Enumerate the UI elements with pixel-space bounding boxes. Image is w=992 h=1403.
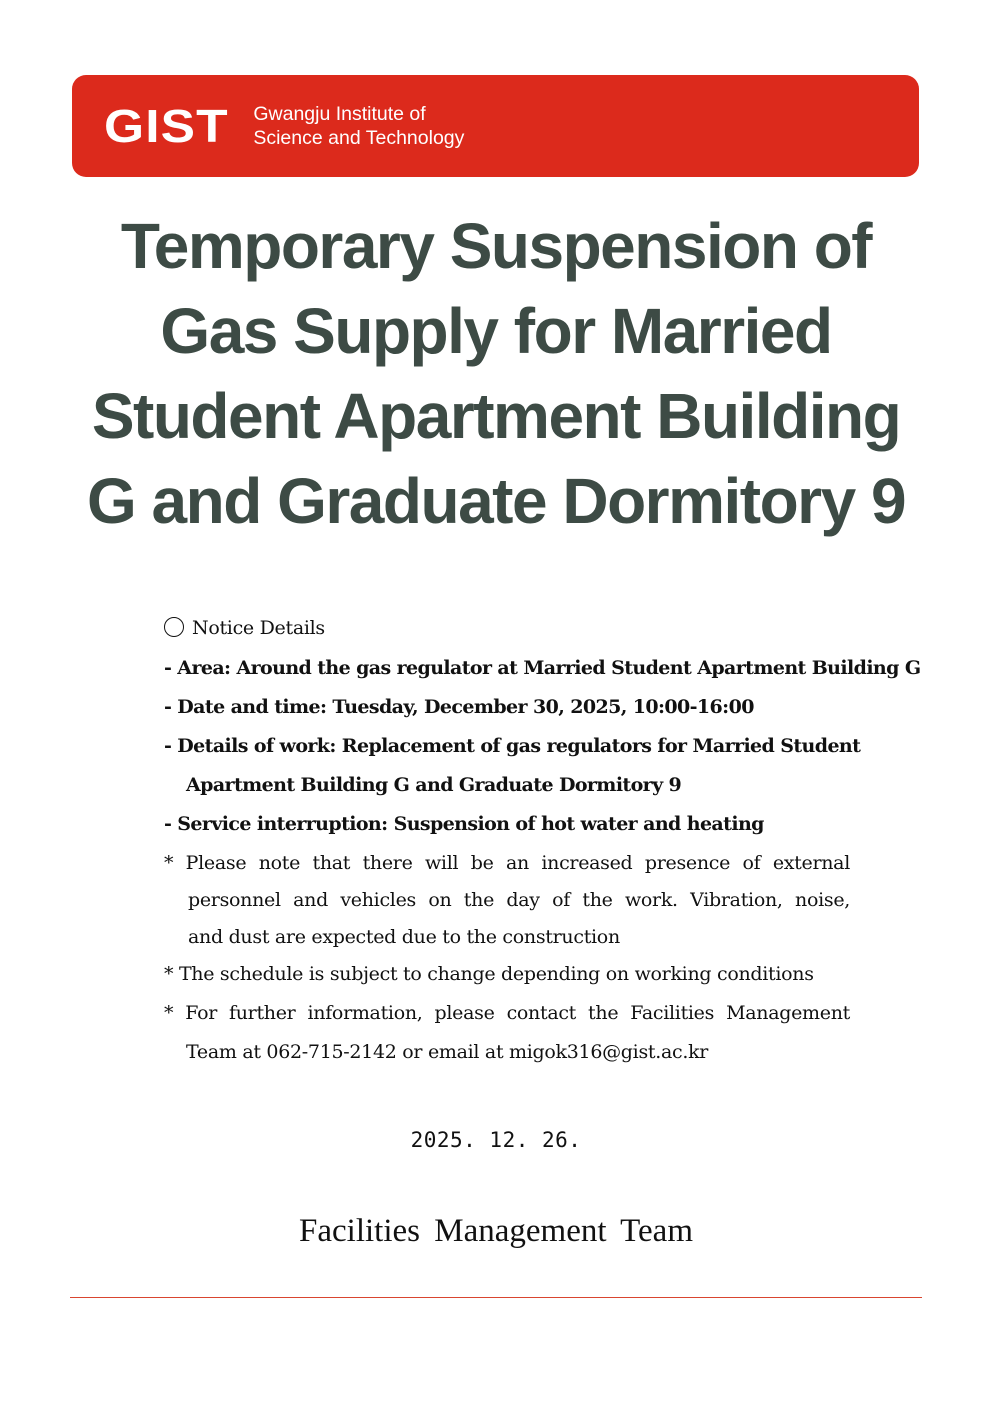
note-1-line-1: * Please note that there will be an increased presence of external <box>164 852 850 874</box>
notice-title <box>80 204 912 544</box>
detail-work-line-1: - Details of work: Replacement of gas regulators for Married Student <box>164 735 861 757</box>
logo-line-1: Gwangju Institute of <box>253 103 426 125</box>
signature-team: Facilities Management Team <box>299 1213 693 1249</box>
header-banner <box>72 75 919 177</box>
title-line-3: Student Apartment Building <box>91 380 901 452</box>
note-3-line-2: Team at 062-715-2142 or email at migok316@gist.ac.kr <box>186 1041 709 1063</box>
note-1-line-2: personnel and vehicles on the day of the work. Vibration, noise, <box>188 889 850 911</box>
title-line-4: G and Graduate Dormitory 9 <box>86 465 906 537</box>
detail-area: - Area: Around the gas regulator at Married Student Apartment Building G <box>164 657 921 679</box>
title-line-1: Temporary Suspension of <box>120 210 872 282</box>
note-1-line-3: and dust are expected due to the construction <box>188 926 620 948</box>
notice-date: 2025. 12. 26. <box>410 1128 582 1152</box>
circle-bullet-icon <box>164 617 184 637</box>
logo-mark: GIST <box>104 100 229 152</box>
logo-line-2: Science and Technology <box>253 127 465 149</box>
gist-logo <box>104 101 464 151</box>
title-line-2: Gas Supply for Married <box>160 295 832 367</box>
detail-interruption: - Service interruption: Suspension of hot water and heating <box>164 813 764 835</box>
note-3-line-1: * For further information, please contact the Facilities Management <box>164 1002 850 1024</box>
logo-institution-name <box>253 102 464 150</box>
details-heading-text: Notice Details <box>192 617 325 639</box>
detail-datetime: - Date and time: Tuesday, December 30, 2025, 10:00-16:00 <box>164 696 754 718</box>
detail-work-line-2: Apartment Building G and Graduate Dormitory 9 <box>186 774 682 796</box>
footer-divider <box>70 1297 922 1298</box>
note-2: * The schedule is subject to change depending on working conditions <box>164 963 814 985</box>
details-heading <box>164 617 325 639</box>
